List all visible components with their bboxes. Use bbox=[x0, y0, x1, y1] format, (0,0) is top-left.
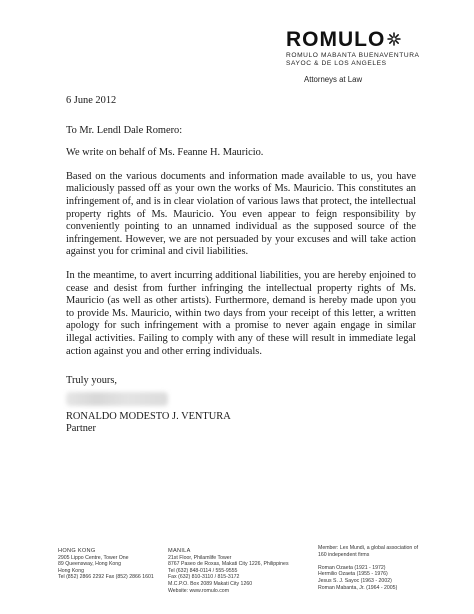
footer-line: 2905 Lippo Centre, Tower One bbox=[58, 554, 129, 561]
addressee: To Mr. Lendl Dale Romero: bbox=[66, 124, 183, 136]
letter-body bbox=[66, 95, 416, 436]
footer-members bbox=[318, 545, 458, 591]
signer-name: RONALDO MODESTO J. VENTURA bbox=[66, 410, 231, 422]
firm-logo bbox=[286, 26, 462, 52]
footer-heading: HONG KONG bbox=[58, 548, 96, 554]
closing: Truly yours, bbox=[66, 375, 118, 387]
footer-line: Jesus S. J. Sayoc (1963 - 2002) bbox=[318, 577, 392, 584]
footer-line: Fax (632) 810-3110 / 815-3172 bbox=[168, 574, 240, 581]
footer-line: 89 Queensway, Hong Kong bbox=[58, 561, 122, 568]
paragraph-2: In the meantime, to avert incurring additional liabilities, you are hereby enjoined to cease and desist from further infringing the intellectual property rights of Ms. Mauricio (as well as other artists). Furthermore, demand is hereby made upon you to provide Ms. Mauricio, within two days from your receipt of this letter, a written apology for such infringement with a promise to never again engage in similar illegal activities. Failing to comply with any of these will result in immediate legal action against you and other erring individuals. bbox=[66, 269, 416, 357]
footer-heading: MANILA bbox=[168, 548, 191, 554]
opening-line: We write on behalf of Ms. Feanne H. Mauricio. bbox=[66, 147, 264, 159]
asterisk-logo-icon bbox=[387, 32, 401, 46]
logo-text: ROMULO bbox=[286, 27, 386, 51]
redacted-signature bbox=[66, 392, 168, 406]
firm-name-line-2: SAYOC & DE LOS ANGELES bbox=[286, 60, 387, 67]
footer-line: Tel (632) 848-0114 / 555-9555 bbox=[168, 567, 238, 574]
footer-line: Roman Mabanta, Jr. (1964 - 2005) bbox=[318, 584, 398, 591]
footer-line: 160 independent firms bbox=[318, 551, 370, 558]
firm-tagline: Attorneys at Law bbox=[304, 75, 363, 84]
footer-line: 21st Floor, Philamlife Tower bbox=[168, 554, 232, 561]
firm-name-line-1: ROMULO MABANTA BUENAVENTURA bbox=[286, 52, 420, 59]
footer-line: Roman Ozaeta (1921 - 1972) bbox=[318, 564, 386, 571]
footer-hong-kong-office bbox=[58, 548, 168, 581]
letterhead bbox=[286, 26, 462, 68]
footer-manila-office bbox=[168, 548, 313, 594]
footer-line: Hong Kong bbox=[58, 567, 84, 574]
footer-line: M.C.P.O. Box 2089 Makati City 1260 bbox=[168, 580, 253, 587]
footer-line: 8767 Paseo de Roxas, Makati City 1226, Philippines bbox=[168, 561, 289, 568]
footer-spacer bbox=[318, 558, 458, 565]
letter-date: 6 June 2012 bbox=[66, 95, 117, 106]
paragraph-1: Based on the various documents and information made available to us, you have maliciously passed off as your own the works of Ms. Mauricio. This constitutes an infringement of, and is in clear violation of various laws that protect, the intellectual property rights of Ms. Mauricio. You even appear to feign responsibility by conveniently pointing to an unnamed individual as the supposed source of the infringement. However, we are not persuaded by your excuses and will take action against you for criminal and civil liabilities. bbox=[66, 170, 416, 258]
footer-line: Tel (852) 2866 2292 Fax (852) 2866 1601 bbox=[58, 574, 154, 581]
signer-title: Partner bbox=[66, 423, 97, 435]
footer-line: Hermilio Ozaeta (1955 - 1976) bbox=[318, 571, 388, 578]
footer-website: Website: www.romulo.com bbox=[168, 587, 230, 594]
footer-line: Member: Lex Mundi, a global association of bbox=[318, 545, 419, 551]
